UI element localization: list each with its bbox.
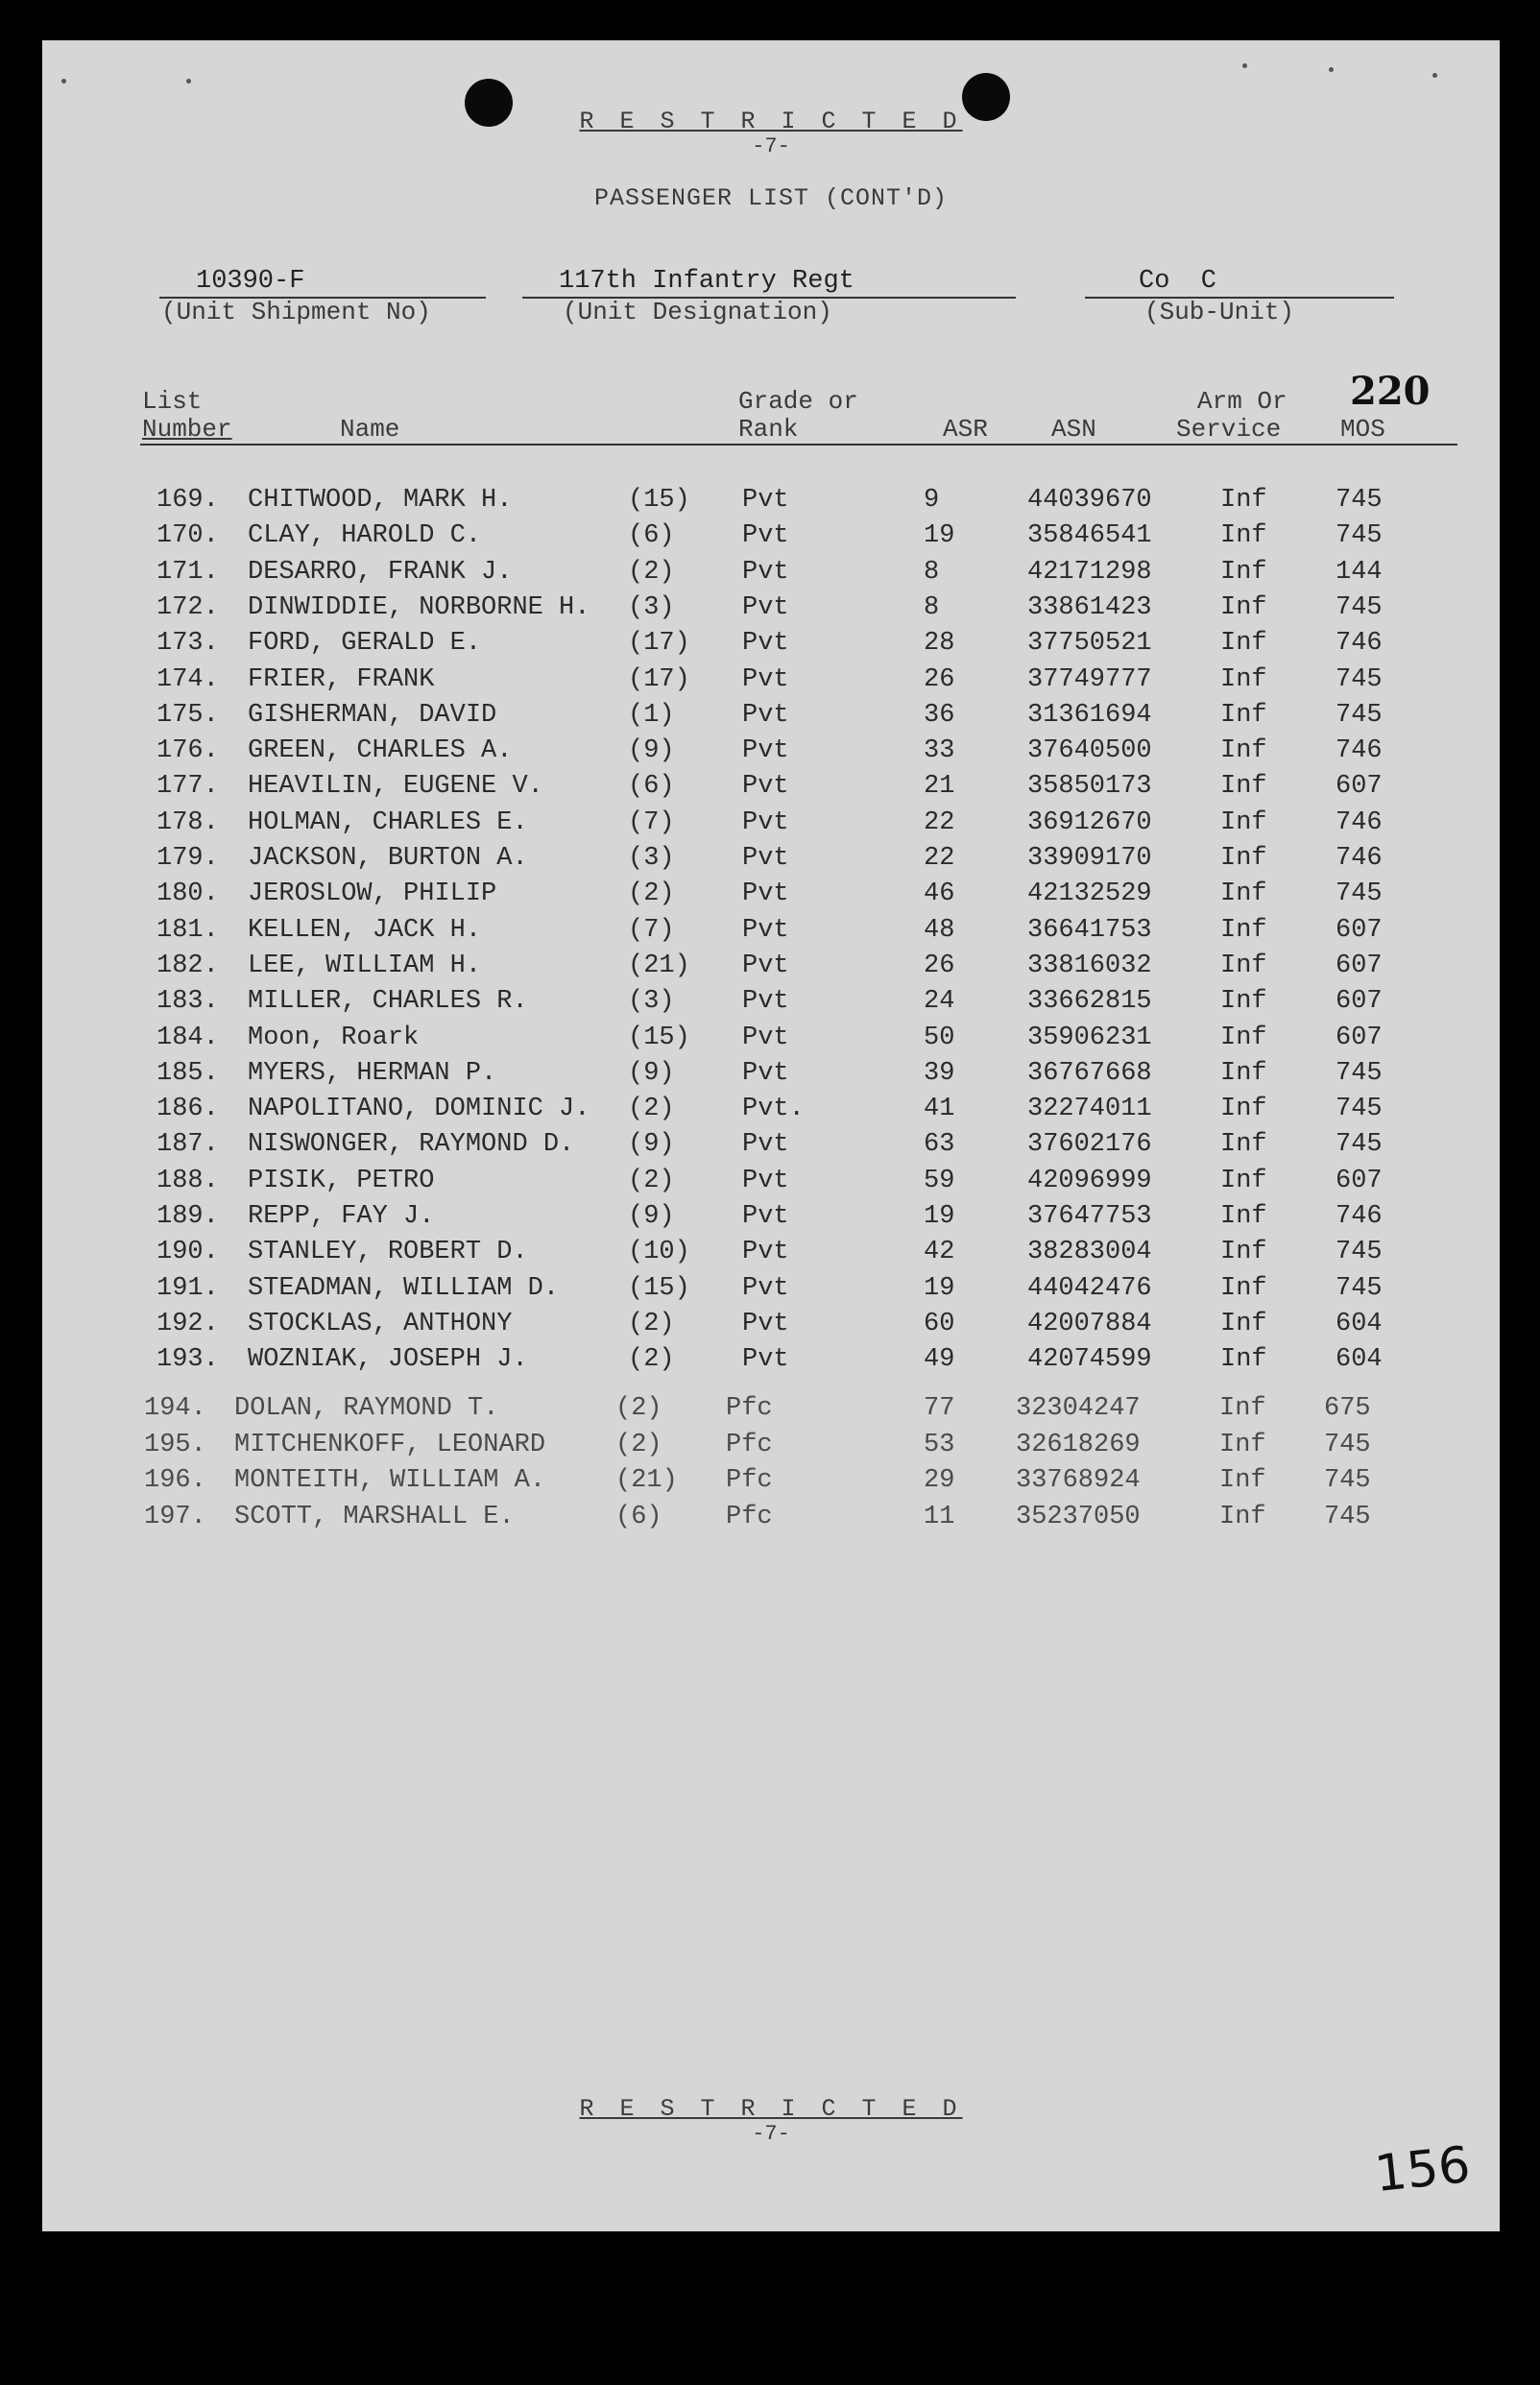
mos: 746 [1335,1202,1383,1231]
passenger-name: STOCKLAS, ANTHONY [248,1309,513,1338]
passenger-name: LEE, WILLIAM H. [248,951,482,980]
group-number: (15) [628,1273,690,1303]
mos: 607 [1335,987,1383,1017]
mos: 604 [1335,1309,1383,1338]
table-row [42,1345,1500,1384]
asn: 35237050 [1016,1502,1141,1531]
table-row [42,808,1500,847]
grade: Pvt [742,1130,789,1160]
arm-service: Inf [1220,1023,1267,1052]
table-row [42,772,1500,810]
arm-service: Inf [1220,521,1267,551]
group-number: (3) [628,844,675,873]
grade: Pvt [742,1166,789,1195]
mos: 745 [1335,1058,1383,1088]
grade: Pvt [742,700,789,730]
col-name: Name [340,415,400,444]
table-row [42,1130,1500,1168]
asr: 59 [924,1166,955,1195]
table-row [42,1394,1500,1433]
passenger-name: DOLAN, RAYMOND T. [234,1394,499,1423]
mos: 745 [1335,664,1383,694]
asr: 42 [924,1238,955,1267]
arm-service: Inf [1220,1238,1267,1267]
list-number: 179. [156,844,219,873]
grade: Pvt [742,736,789,766]
col-arm [1176,388,1287,444]
asr: 22 [924,807,955,837]
passenger-name: Moon, Roark [248,1023,420,1052]
passenger-name: WOZNIAK, JOSEPH J. [248,1345,528,1375]
arm-service: Inf [1220,951,1267,980]
group-number: (2) [628,1345,675,1375]
asr: 8 [924,557,940,587]
arm-service: Inf [1220,1273,1267,1303]
passenger-name: CLAY, HAROLD C. [248,521,482,551]
table-row [42,1274,1500,1313]
asr: 77 [924,1394,955,1423]
asr: 41 [924,1095,955,1124]
list-number: 177. [156,772,219,802]
mos: 745 [1335,700,1383,730]
grade: Pvt [742,915,789,945]
asr: 21 [924,772,955,802]
page-number-top: -7- [752,134,790,158]
passenger-name: STANLEY, ROBERT D. [248,1238,528,1267]
table-row [42,1059,1500,1097]
arm-service: Inf [1220,736,1267,766]
page-number-bottom: -7- [752,2122,790,2146]
grade: Pvt [742,772,789,802]
asr: 29 [924,1466,955,1495]
asr: 33 [924,736,955,766]
arm-service: Inf [1220,844,1267,873]
speck [1432,73,1437,78]
passenger-name: PISIK, PETRO [248,1166,435,1195]
sub-unit: Co C [1139,267,1217,296]
asn: 42074599 [1027,1345,1152,1375]
arm-service: Inf [1219,1466,1266,1495]
list-number: 184. [156,1023,219,1052]
grade: Pvt [742,664,789,694]
passenger-name: REPP, FAY J. [248,1202,435,1231]
unit-shipment-no-label: (Unit Shipment No) [161,298,431,326]
asr: 26 [924,664,955,694]
passenger-name: KELLEN, JACK H. [248,915,482,945]
mos: 144 [1335,557,1383,587]
passenger-name: SCOTT, MARSHALL E. [234,1502,515,1531]
asn: 37750521 [1027,629,1152,659]
asr: 19 [924,521,955,551]
col-grade [738,388,858,444]
group-number: (21) [628,951,690,980]
col-list-number-line2: Number [142,415,232,444]
grade: Pvt [742,879,789,909]
group-number: (9) [628,736,675,766]
arm-service: Inf [1220,879,1267,909]
group-number: (2) [628,1309,675,1338]
col-asn: ASN [1051,415,1096,444]
list-number: 172. [156,592,219,622]
asn: 36641753 [1027,915,1152,945]
list-number: 188. [156,1166,219,1195]
list-number: 194. [144,1394,206,1423]
asn: 42171298 [1027,557,1152,587]
group-number: (2) [628,1166,675,1195]
arm-service: Inf [1219,1502,1266,1531]
arm-service: Inf [1220,664,1267,694]
group-number: (15) [628,1023,690,1052]
restricted-header: R E S T R I C T E D [579,108,963,135]
asn: 36912670 [1027,807,1152,837]
group-number: (2) [615,1430,662,1459]
group-number: (1) [628,700,675,730]
grade: Pvt [742,1273,789,1303]
list-number: 170. [156,521,219,551]
group-number: (6) [628,521,675,551]
list-number: 193. [156,1345,219,1375]
grade: Pvt [742,1058,789,1088]
col-list-number-line1: List [142,387,203,416]
asn: 35906231 [1027,1023,1152,1052]
table-row [42,593,1500,632]
arm-service: Inf [1220,1345,1267,1375]
asn: 42096999 [1027,1166,1152,1195]
asn: 44042476 [1027,1273,1152,1303]
table-row [42,629,1500,667]
table-row [42,1095,1500,1133]
arm-service: Inf [1220,915,1267,945]
asr: 19 [924,1273,955,1303]
group-number: (17) [628,664,690,694]
group-number: (6) [615,1502,662,1531]
mos: 746 [1335,844,1383,873]
unit-shipment-no: 10390-F [196,267,305,296]
mos: 607 [1335,772,1383,802]
grade: Pvt [742,807,789,837]
col-list-number [142,388,232,444]
grade: Pvt [742,557,789,587]
grade: Pvt [742,486,789,515]
list-number: 197. [144,1502,206,1531]
passenger-name: NISWONGER, RAYMOND D. [248,1130,575,1160]
mos: 745 [1335,1238,1383,1267]
table-row [42,879,1500,918]
list-number: 178. [156,807,219,837]
table-row [42,1431,1500,1469]
grade: Pvt [742,1345,789,1375]
unit-designation: 117th Infantry Regt [559,267,854,296]
table-row [42,558,1500,596]
passenger-name: MITCHENKOFF, LEONARD [234,1430,546,1459]
mos-total-number: 220 [1350,369,1431,414]
list-number: 169. [156,486,219,515]
speck [61,79,66,84]
grade: Pvt [742,1202,789,1231]
list-number: 190. [156,1238,219,1267]
mos: 675 [1324,1394,1371,1423]
asr: 9 [924,486,940,515]
speck [186,79,191,84]
mos: 745 [1335,592,1383,622]
arm-service: Inf [1220,987,1267,1017]
group-number: (10) [628,1238,690,1267]
table-row [42,1238,1500,1276]
asn: 32304247 [1016,1394,1141,1423]
mos: 745 [1324,1466,1371,1495]
passenger-name: GISHERMAN, DAVID [248,700,497,730]
passenger-name: JEROSLOW, PHILIP [248,879,497,909]
list-number: 171. [156,557,219,587]
mos: 607 [1335,1166,1383,1195]
mos: 746 [1335,807,1383,837]
list-number: 187. [156,1130,219,1160]
unit-designation-label: (Unit Designation) [563,298,832,326]
arm-service: Inf [1220,486,1267,515]
grade: Pvt [742,951,789,980]
table-row [42,665,1500,704]
passenger-name: JACKSON, BURTON A. [248,844,528,873]
grade: Pfc [726,1502,773,1531]
mos: 745 [1324,1430,1371,1459]
arm-service: Inf [1220,772,1267,802]
group-number: (15) [628,486,690,515]
asr: 53 [924,1430,955,1459]
col-grade-line1: Grade or [738,387,858,416]
grade: Pvt [742,592,789,622]
col-asr: ASR [943,415,988,444]
asn: 32618269 [1016,1430,1141,1459]
asn: 33909170 [1027,844,1152,873]
asn: 42007884 [1027,1309,1152,1338]
asn: 37640500 [1027,736,1152,766]
mos: 604 [1335,1345,1383,1375]
group-number: (9) [628,1130,675,1160]
list-number: 173. [156,629,219,659]
asn: 33662815 [1027,987,1152,1017]
mos: 745 [1335,521,1383,551]
table-row [42,987,1500,1025]
asr: 24 [924,987,955,1017]
passenger-name: GREEN, CHARLES A. [248,736,513,766]
grade: Pvt [742,1023,789,1052]
table-row [42,521,1500,560]
list-number: 176. [156,736,219,766]
mos: 745 [1335,879,1383,909]
asr: 36 [924,700,955,730]
asr: 49 [924,1345,955,1375]
passenger-name: MILLER, CHARLES R. [248,987,528,1017]
table-row [42,916,1500,954]
speck [1329,67,1334,72]
mos: 745 [1335,486,1383,515]
passenger-name: MONTEITH, WILLIAM A. [234,1466,546,1495]
mos: 607 [1335,951,1383,980]
arm-service: Inf [1220,1202,1267,1231]
grade: Pvt [742,629,789,659]
document-page [42,40,1500,2231]
passenger-name: DINWIDDIE, NORBORNE H. [248,592,590,622]
grade: Pvt [742,844,789,873]
arm-service: Inf [1220,1309,1267,1338]
asn: 38283004 [1027,1238,1152,1267]
passenger-name: STEADMAN, WILLIAM D. [248,1273,560,1303]
group-number: (9) [628,1058,675,1088]
column-header-rule [140,444,1457,446]
grade: Pvt [742,1309,789,1338]
document-title: PASSENGER LIST (CONT'D) [593,184,949,212]
asr: 63 [924,1130,955,1160]
col-grade-line2: Rank [738,415,799,444]
group-number: (21) [615,1466,678,1495]
mos: 607 [1335,1023,1383,1052]
list-number: 174. [156,664,219,694]
asr: 60 [924,1309,955,1338]
passenger-name: FORD, GERALD E. [248,629,482,659]
col-arm-line2: Service [1176,415,1282,444]
list-number: 195. [144,1430,206,1459]
asn: 33861423 [1027,592,1152,622]
asn: 33816032 [1027,951,1152,980]
arm-service: Inf [1220,1095,1267,1124]
passenger-name: NAPOLITANO, DOMINIC J. [248,1095,590,1124]
table-row [42,1202,1500,1241]
asr: 8 [924,592,940,622]
asn: 35846541 [1027,521,1152,551]
asn: 35850173 [1027,772,1152,802]
passenger-name: HOLMAN, CHARLES E. [248,807,528,837]
grade: Pvt [742,521,789,551]
group-number: (2) [615,1394,662,1423]
list-number: 192. [156,1309,219,1338]
passenger-name: DESARRO, FRANK J. [248,557,513,587]
group-number: (6) [628,772,675,802]
arm-service: Inf [1220,1130,1267,1160]
speck [1242,63,1247,68]
list-number: 185. [156,1058,219,1088]
restricted-footer: R E S T R I C T E D [579,2095,963,2123]
group-number: (9) [628,1202,675,1231]
group-number: (2) [628,1095,675,1124]
list-number: 181. [156,915,219,945]
grade: Pvt [742,1238,789,1267]
mos: 745 [1335,1095,1383,1124]
asr: 28 [924,629,955,659]
asn: 36767668 [1027,1058,1152,1088]
arm-service: Inf [1220,557,1267,587]
grade: Pvt [742,987,789,1017]
asr: 22 [924,844,955,873]
arm-service: Inf [1220,700,1267,730]
asn: 37647753 [1027,1202,1152,1231]
asr: 39 [924,1058,955,1088]
handwritten-page-number: 156 [1372,2135,1474,2204]
table-row [42,1503,1500,1541]
group-number: (2) [628,557,675,587]
table-row [42,736,1500,775]
arm-service: Inf [1219,1430,1266,1459]
list-number: 191. [156,1273,219,1303]
col-mos: MOS [1340,415,1385,444]
passenger-name: HEAVILIN, EUGENE V. [248,772,543,802]
arm-service: Inf [1220,592,1267,622]
list-number: 183. [156,987,219,1017]
mos: 607 [1335,915,1383,945]
asr: 48 [924,915,955,945]
group-number: (2) [628,879,675,909]
asr: 11 [924,1502,955,1531]
group-number: (3) [628,987,675,1017]
mos: 746 [1335,736,1383,766]
arm-service: Inf [1220,1058,1267,1088]
table-row [42,1466,1500,1505]
grade: Pfc [726,1466,773,1495]
table-row [42,486,1500,524]
asr: 50 [924,1023,955,1052]
list-number: 182. [156,951,219,980]
asr: 19 [924,1202,955,1231]
list-number: 189. [156,1202,219,1231]
table-row [42,952,1500,990]
asn: 37749777 [1027,664,1152,694]
table-row [42,1310,1500,1348]
arm-service: Inf [1220,807,1267,837]
mos: 746 [1335,629,1383,659]
table-row [42,844,1500,882]
col-arm-line1: Arm Or [1197,387,1287,416]
asn: 42132529 [1027,879,1152,909]
asn: 44039670 [1027,486,1152,515]
group-number: (17) [628,629,690,659]
mos: 745 [1335,1130,1383,1160]
list-number: 175. [156,700,219,730]
asn: 32274011 [1027,1095,1152,1124]
grade: Pfc [726,1394,773,1423]
asn: 37602176 [1027,1130,1152,1160]
asr: 26 [924,951,955,980]
table-row [42,1167,1500,1205]
arm-service: Inf [1220,629,1267,659]
arm-service: Inf [1220,1166,1267,1195]
list-number: 196. [144,1466,206,1495]
sub-unit-label: (Sub-Unit) [1144,298,1295,326]
passenger-name: MYERS, HERMAN P. [248,1058,497,1088]
mos: 745 [1335,1273,1383,1303]
group-number: (7) [628,915,675,945]
table-row [42,1024,1500,1062]
list-number: 186. [156,1095,219,1124]
group-number: (3) [628,592,675,622]
table-row [42,701,1500,739]
asr: 46 [924,879,955,909]
passenger-name: FRIER, FRANK [248,664,435,694]
mos: 745 [1324,1502,1371,1531]
group-number: (7) [628,807,675,837]
grade: Pfc [726,1430,773,1459]
arm-service: Inf [1219,1394,1266,1423]
grade: Pvt. [742,1095,805,1124]
passenger-name: CHITWOOD, MARK H. [248,486,513,515]
list-number: 180. [156,879,219,909]
asn: 31361694 [1027,700,1152,730]
asn: 33768924 [1016,1466,1141,1495]
